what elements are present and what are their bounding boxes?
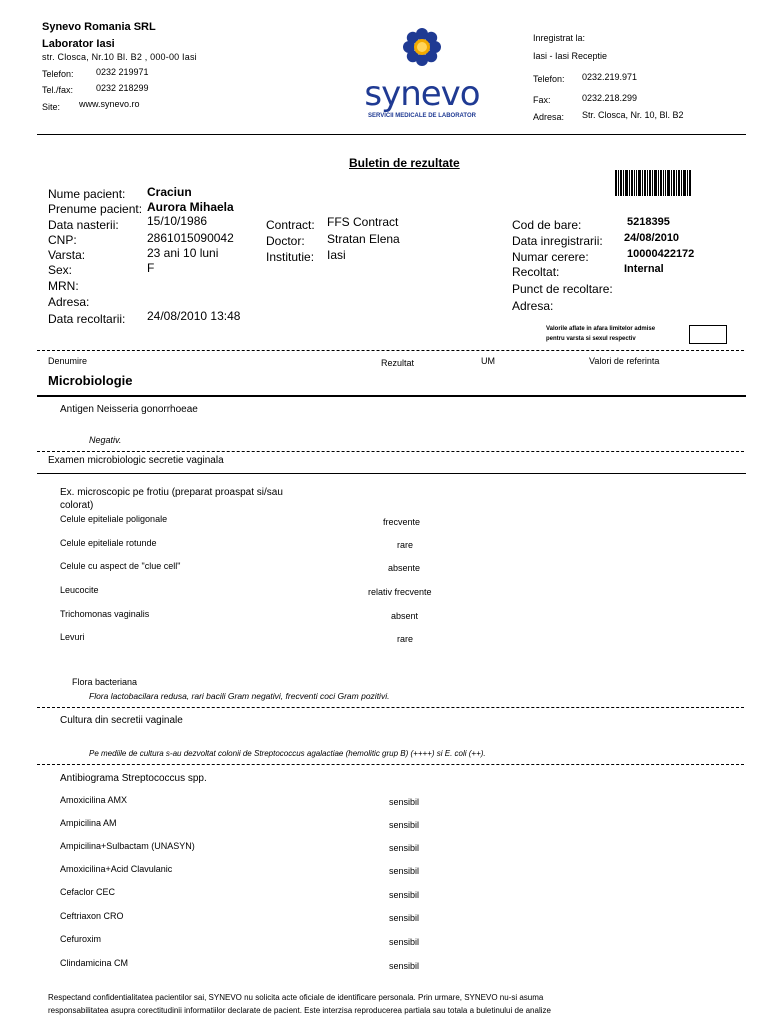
section-title: Microbiologie: [48, 373, 133, 388]
lab-address: str. Closca, Nr.10 Bl. B2 , 000-00 Iasi: [42, 52, 197, 62]
age-label: Varsta:: [48, 248, 86, 262]
logo-tagline: SERVICII MEDICALE DE LABORATOR: [367, 113, 476, 119]
institution-label: Institutie:: [266, 250, 315, 264]
flora-text: Flora lactobacilara redusa, rari bacili Gram negativi, frecventi coci Gram pozitivi.: [89, 691, 390, 701]
microscopy-title-line1: Ex. microscopic pe frotiu (preparat proaspat si/sau: [60, 487, 283, 498]
list-item-value: relativ frecvente: [368, 587, 432, 597]
contract-value: FFS Contract: [327, 215, 399, 229]
site-value: www.synevo.ro: [79, 99, 140, 109]
table-row-name: Cefaclor CEC: [60, 887, 116, 897]
legend-note-line1: Valorile aflate in afara limitelor admise: [546, 326, 656, 332]
request-address-label: Adresa:: [512, 299, 554, 313]
request-number-value: 10000422172: [627, 248, 695, 260]
table-row-name: Ampicilina AM: [60, 818, 117, 828]
column-result: Rezultat: [381, 358, 415, 368]
cnp-label: CNP:: [48, 233, 77, 247]
registered-fax: 0232.218.299: [582, 93, 638, 103]
list-item-value: rare: [397, 634, 414, 644]
table-row-name: Clindamicina CM: [60, 958, 129, 968]
table-row-value: sensibil: [389, 890, 420, 900]
registered-address-label: Adresa:: [533, 112, 565, 122]
flora-title: Flora bacteriana: [72, 677, 138, 687]
last-name-value: Craciun: [147, 185, 192, 199]
microscopy-title-line2: colorat): [60, 500, 94, 511]
section-divider: [37, 395, 746, 397]
table-row-name: Amoxicilina+Acid Clavulanic: [60, 864, 173, 874]
list-item-name: Leucocite: [60, 585, 99, 595]
telfax-value: 0232 218299: [96, 83, 149, 93]
doctor-value: Stratan Elena: [327, 232, 400, 246]
collected-by-value: Internal: [624, 263, 664, 275]
table-row-value: sensibil: [389, 797, 420, 807]
registered-fax-label: Fax:: [533, 95, 551, 105]
legend-note-line2: pentru varsta si sexul respectiv: [546, 336, 636, 342]
table-row-name: Ampicilina+Sulbactam (UNASYN): [60, 841, 195, 851]
table-row-name: Cefuroxim: [60, 934, 102, 944]
barcode-image: [615, 170, 691, 196]
registered-date-label: Data inregistrarii:: [512, 234, 603, 248]
list-item-value: rare: [397, 540, 414, 550]
legend-box: [689, 325, 727, 344]
document-title: Buletin de rezultate: [349, 156, 460, 170]
collected-date-value: 24/08/2010 13:48: [147, 309, 241, 323]
registered-location: Iasi - Iasi Receptie: [533, 51, 608, 61]
table-row-value: sensibil: [389, 866, 420, 876]
vaginal-exam-divider: [37, 473, 746, 474]
header-divider: [37, 134, 746, 135]
synevo-logo: [362, 26, 482, 124]
footer-line2: responsabilitatea asupra corectitudinii informatiilor declarate de pacient. Este interzisa reproducerea partiala sau totala a buletinului de analize: [48, 1006, 551, 1015]
list-item-value: absent: [391, 611, 419, 621]
collection-point-label: Punct de recoltare:: [512, 282, 613, 296]
list-item-name: Levuri: [60, 632, 85, 642]
registered-phone-label: Telefon:: [533, 74, 565, 84]
column-unit: UM: [481, 356, 495, 366]
company-name: Synevo Romania SRL: [42, 21, 156, 33]
phone-value: 0232 219971: [96, 67, 149, 77]
table-row-value: sensibil: [389, 913, 420, 923]
columns-divider-top: [37, 350, 744, 351]
list-item-name: Trichomonas vaginalis: [60, 609, 150, 619]
gonorrhoeae-title: Antigen Neisseria gonorrhoeae: [60, 404, 198, 415]
institution-value: Iasi: [327, 248, 346, 262]
logo-wordmark: synevo: [364, 74, 480, 114]
flora-divider: [37, 707, 744, 708]
request-number-label: Numar cerere:: [512, 250, 589, 264]
registered-phone: 0232.219.971: [582, 72, 638, 82]
barcode-value: 5218395: [627, 216, 670, 228]
mrn-label: MRN:: [48, 279, 79, 293]
culture-divider: [37, 764, 744, 765]
registered-title: Inregistrat la:: [533, 33, 586, 43]
culture-text: Pe mediile de cultura s-au dezvoltat colonii de Streptococcus agalactiae (hemolitic grup B) (++++) si E. coli (++).: [89, 749, 486, 758]
table-row-name: Amoxicilina AMX: [60, 795, 128, 805]
first-name-label: Prenume pacient:: [48, 202, 143, 216]
first-name-value: Aurora Mihaela: [147, 200, 234, 214]
list-item-value: frecvente: [383, 517, 421, 527]
table-row-value: sensibil: [389, 937, 420, 947]
antibiogram-title: Antibiograma Streptococcus spp.: [60, 773, 207, 784]
birth-label: Data nasterii:: [48, 218, 119, 232]
site-label: Site:: [42, 102, 61, 112]
telfax-label: Tel./fax:: [42, 85, 74, 95]
barcode-label: Cod de bare:: [512, 218, 582, 232]
table-row-value: sensibil: [389, 820, 420, 830]
doctor-label: Doctor:: [266, 234, 305, 248]
patient-address-label: Adresa:: [48, 295, 90, 309]
gonorrhoeae-divider: [37, 451, 744, 452]
lab-name: Laborator Iasi: [42, 38, 115, 50]
contract-label: Contract:: [266, 218, 315, 232]
age-value: 23 ani 10 luni: [147, 246, 219, 260]
table-row-value: sensibil: [389, 961, 420, 971]
sex-value: F: [147, 261, 155, 275]
collected-date-label: Data recoltarii:: [48, 312, 126, 326]
phone-label: Telefon:: [42, 69, 74, 79]
cnp-value: 2861015090042: [147, 231, 234, 245]
list-item-name: Celule epiteliale rotunde: [60, 538, 157, 548]
list-item-name: Celule cu aspect de "clue cell": [60, 561, 181, 571]
table-row-name: Ceftriaxon CRO: [60, 911, 124, 921]
list-item-name: Celule epiteliale poligonale: [60, 514, 168, 524]
birth-value: 15/10/1986: [147, 214, 208, 228]
registered-date-value: 24/08/2010: [624, 232, 680, 244]
last-name-label: Nume pacient:: [48, 187, 126, 201]
culture-title: Cultura din secretii vaginale: [60, 715, 183, 726]
gonorrhoeae-result: Negativ.: [89, 435, 122, 445]
column-name: Denumire: [48, 356, 88, 366]
table-row-value: sensibil: [389, 843, 420, 853]
vaginal-exam-title: Examen microbiologic secretie vaginala: [48, 455, 224, 466]
sex-label: Sex:: [48, 263, 73, 277]
collected-by-label: Recoltat:: [512, 265, 560, 279]
registered-address: Str. Closca, Nr. 10, Bl. B2: [582, 110, 684, 120]
footer-line1: Respectand confidentialitatea pacientilor sai, SYNEVO nu solicita acte oficiale de identificare personala. Prin urmare, SYNEVO nu-si asuma: [48, 993, 544, 1002]
column-reference: Valori de referinta: [589, 356, 660, 366]
list-item-value: absente: [388, 563, 421, 573]
